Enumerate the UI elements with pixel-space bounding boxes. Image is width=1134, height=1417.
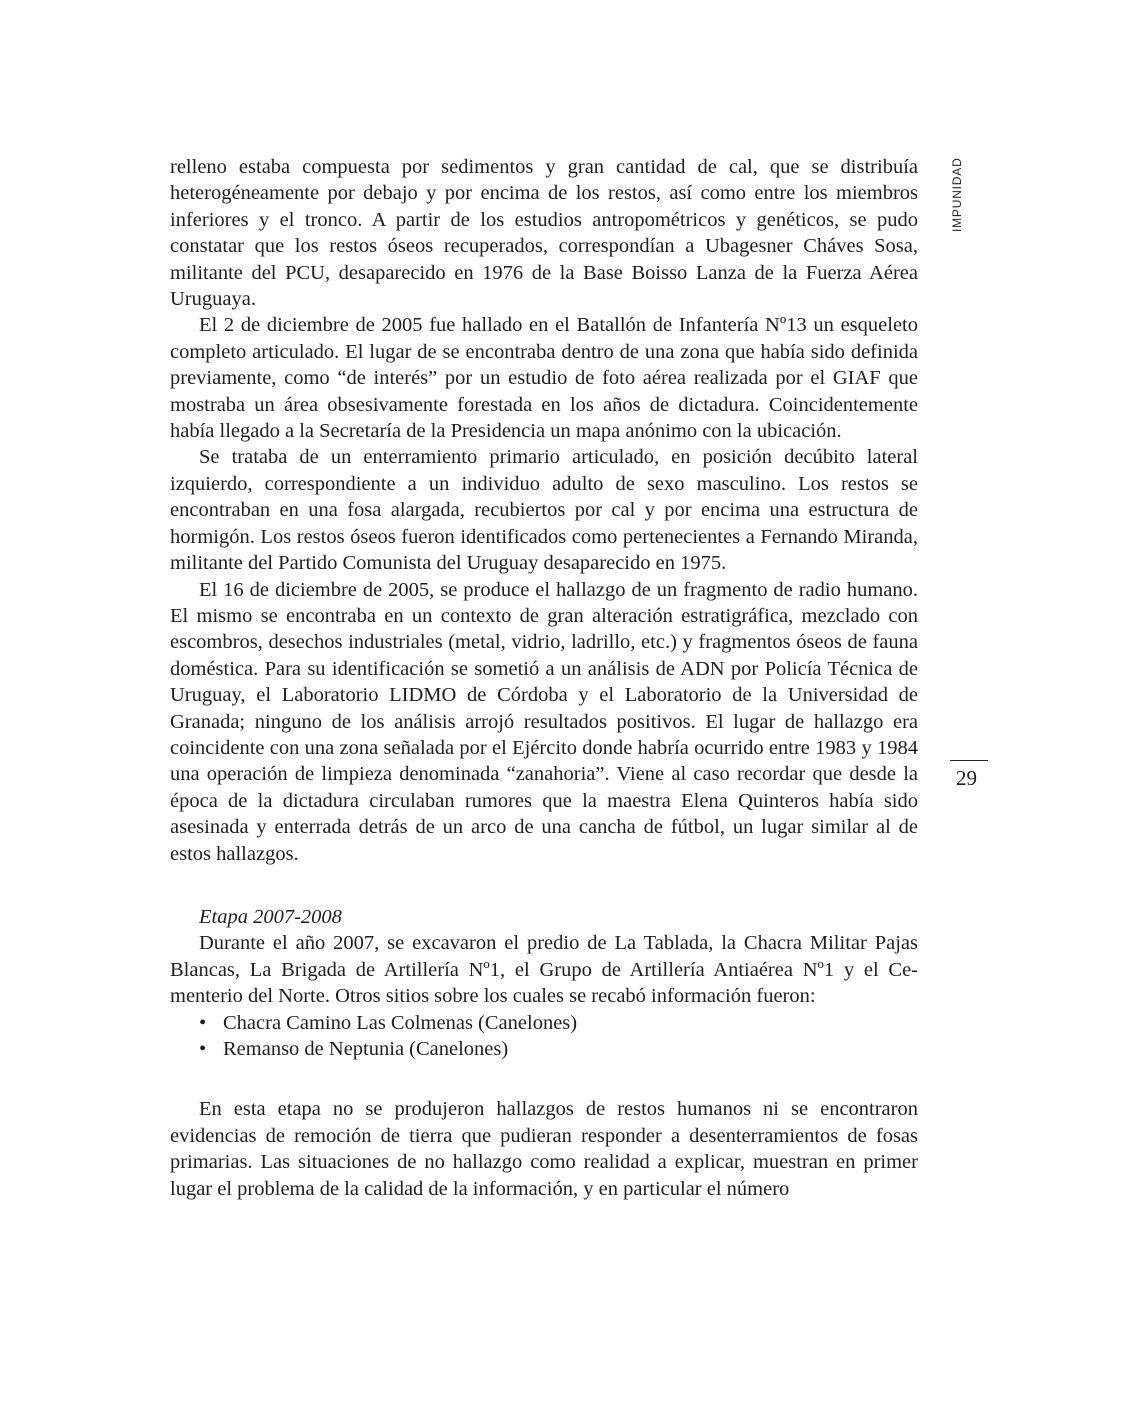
page-number: 29 xyxy=(956,766,977,790)
paragraph-3: Se trataba de un enterramiento primario articulado, en posición decúbito lateral izquierdo, correspondiente a un individuo adulto de sexo masculino. Los restos se encontraban en una fosa alargada, recubiertos por cal y por encima una estructura de hormigón. Los restos óseos fueron identificados como pertenecientes a Fernando Miranda, militante del Partido Comunista del Uruguay desaparecido en 1975. xyxy=(170,446,918,575)
paragraph-1: relleno estaba compuesta por sedimentos y gran cantidad de cal, que se distribuía heterogéneamente por debajo y por encima de los restos, así como entre los miembros inferiores y el tronco. A partir de los estudios antropométricos y genéticos, se pudo constatar que los restos óseos recuperados, correspondían a Ubagesner Cháves Sosa, militante del PCU, desaparecido en 1976 de la Base Boisso Lanza de la Fuerza Aérea Uruguaya. xyxy=(170,156,918,311)
page-number-rule xyxy=(950,760,988,761)
paragraph-4: El 16 de diciembre de 2005, se produce el hallazgo de un fragmento de radio humano. El mismo se encontraba en un contexto de gran alteración estratigráfica, mezclado con escombros, desechos industriales (metal, vidrio, ladrillo, etc.) y fragmentos óseos de fauna doméstica. Para su identificación se sometió a un análisis de ADN por Policía Técnica de Uruguay, el Laboratorio LIDMO de Córdoba y el Laboratorio de la Universidad de Granada; ninguno de los análisis arrojó resultados positivos. El lugar de hallazgo era coincidente con una zona señalada por el Ejército donde habría ocurrido entre 1983 y 1984 una operación de limpieza denominada “zanahoria”. Viene al caso recordar que desde la época de la dictadura circulaban rumores que la maestra Elena Quinteros había sido asesinada y enterrada detrás de un arco de una cancha de fútbol, un lugar similar al de estos hallazgos. xyxy=(170,578,918,865)
running-head: IMPUNIDAD xyxy=(950,157,964,232)
paragraph-2: El 2 de diciembre de 2005 fue hallado en el Batallón de Infantería Nº13 un esqueleto completo articulado. El lugar de se encontraba dentro de una zona que había sido definida previamente, como “de interés” por un estudio de foto aérea realizada por el GIAF que mostraba un área obsesivamente forestada en los años de dictadura. Coincidentemente había llegado a la Secretaría de la Presidencia un mapa anónimo con la ubicación. xyxy=(170,314,918,443)
section-intro-paragraph: Durante el año 2007, se excavaron el predio de La Tablada, la Chacra Militar Pajas Blancas, La Brigada de Artillería Nº1, el Grupo de Artillería Antiaérea Nº1 y el Cementerio del Norte. Otros sitios sobre los cuales se recabó información fueron: xyxy=(170,932,918,1008)
closing-paragraph: En esta etapa no se produjeron hallazgos de restos humanos ni se encontraron evidencias de remoción de tierra que pudieran responder a desenterramientos de fosas primarias. Las situaciones de no hallazgo como realidad a explicar, muestran en primer lugar el problema de la calidad de la información, y en particular el número xyxy=(170,1098,918,1200)
body-text xyxy=(170,154,918,1202)
list-item: • Remanso de Neptunia (Canelones) xyxy=(199,1036,918,1062)
list-item: • Chacra Camino Las Colmenas (Canelones) xyxy=(199,1010,918,1036)
section-heading: Etapa 2007-2008 xyxy=(199,905,342,928)
site-list xyxy=(170,1010,918,1063)
